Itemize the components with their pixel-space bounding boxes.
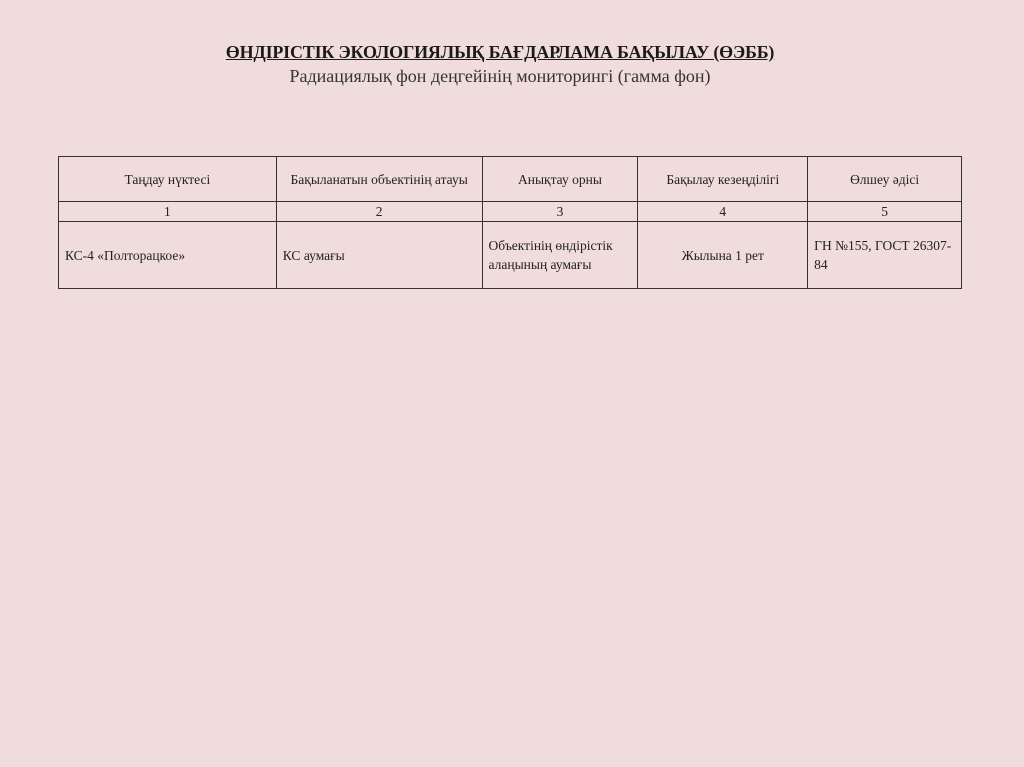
cell-periodicity: Жылына 1 рет [638, 222, 808, 289]
cell-sampling-point: КС-4 «Полторацкое» [59, 222, 277, 289]
header-cell-method: Өлшеу әдісі [808, 157, 962, 202]
table-number-row [59, 202, 962, 222]
cell-location: Объектінің өндірістік алаңының аумағы [482, 222, 638, 289]
table-row [59, 222, 962, 289]
cell-method: ГН №155, ГОСТ 26307-84 [808, 222, 962, 289]
monitoring-table [58, 156, 962, 289]
column-number: 3 [482, 202, 638, 222]
table-header-row [59, 157, 962, 202]
header-cell-periodicity: Бақылау кезеңділігі [638, 157, 808, 202]
column-number: 2 [276, 202, 482, 222]
cell-object-name: КС аумағы [276, 222, 482, 289]
slide-title: ӨНДІРІСТІК ЭКОЛОГИЯЛЫҚ БАҒДАРЛАМА БАҚЫЛАУ (ӨЭББ) [225, 42, 775, 62]
column-number: 1 [59, 202, 277, 222]
header-cell-sampling-point: Таңдау нүктесі [59, 157, 277, 202]
slide-subtitle: Радиациялық фон деңгейінің мониторингі (гамма фон) [289, 66, 711, 86]
column-number: 5 [808, 202, 962, 222]
column-number: 4 [638, 202, 808, 222]
header-cell-object-name: Бақыланатын объектінің атауы [276, 157, 482, 202]
header-cell-location: Анықтау орны [482, 157, 638, 202]
